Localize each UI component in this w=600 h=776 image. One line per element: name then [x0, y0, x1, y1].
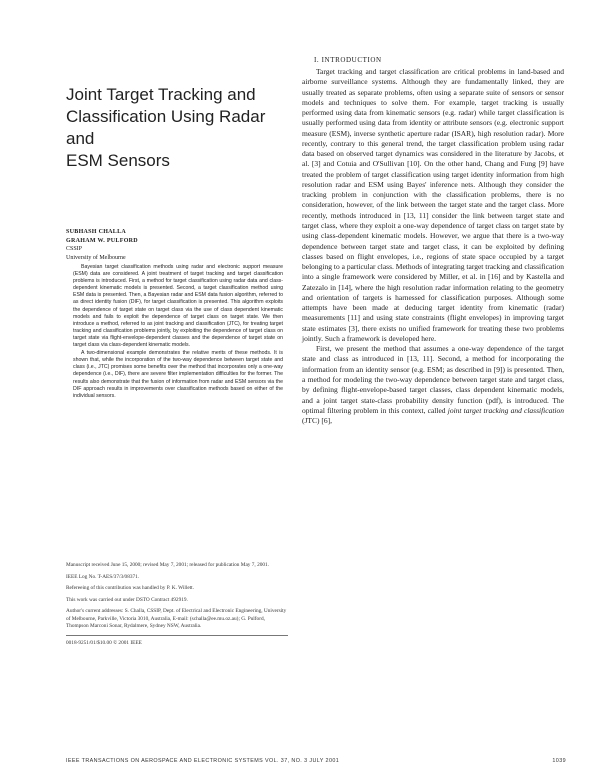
footnote-referee: Refereeing of this contribution was handled by P. K. Willett. [66, 585, 194, 591]
footnotes [66, 562, 288, 651]
author-affiliation: University of Melbourne [66, 254, 126, 261]
title-line: Joint Target Tracking and [66, 85, 256, 104]
introduction-body [302, 67, 564, 426]
footnote-log: IEEE Log No. T-AES/37/3/08371. [66, 573, 140, 580]
journal-name: IEEE TRANSACTIONS ON AEROSPACE AND ELECTRONIC SYSTEMS VOL. 37, NO. 3 JULY 2001 [66, 758, 340, 764]
title-line: Classification Using Radar and [66, 107, 266, 148]
section-heading-introduction: I. INTRODUCTION [314, 56, 382, 64]
intro-paragraph: Target tracking and target classification are critical problems in land-based and airborne surveillance systems. Although they are fundamentally linked, they are usually treated as separate problems, often using a separate suite of sensors or sensor models and techniques to solve them. For example, target tracking is usually performed using data from kinematic sensors (e.g. radar) while target classification is usually performed using data from identity or attribute sensors (e.g. electronic support measure (ESM), inverse synthetic aperture radar (ISAR), high resolution radar). More recently, contrary to this general trend, the target classification problem using radar data based on observed target dynamics was considered in the literature by Jacobs, et al. [3] and Cotuia and O'Sullivan [10]. On the other hand, Chang and Fung [9] have treated the problem of target classification using target identity information from high resolution radar and ESM using Bayes' inference nets. Although they consider the tracking problem in conjunction with the classification problems, there is no consideration, however, of the link between the target state and the target class. More recently, methods introduced in [13, 11] consider the link between target state and target class, where they exploit a one-way dependence of target class on target state by using class-dependent kinematic models. However, we argue that there is a two-way dependence between target state and target class, it can be exploited by defining classes based on flight envelopes, i.e., regions of state space occupied by a target belonging to a particular class. Methods of integrating target tracking and classification into a single framework were considered by Miller, et al. in [16] and by Kastella and Zatezalo in [14], where the high resolution radar information relating to the geometry and orientation of targets is harnessed for classification purposes. Although some attempts have been made at deducing target identity from kinematic (radar) measurements [11] and using state constraints (flight envelopes) in improving target state estimates [3], there exists no unified framework for treating these two problems jointly. Such a framework is developed here. [302, 67, 564, 343]
page-number: 1039 [552, 758, 566, 764]
footnote-contract: This work was carried out under DSTO Contract 492919. [66, 596, 188, 603]
journal-footer [66, 758, 566, 764]
author-name: GRAHAM W. PULFORD [66, 237, 138, 244]
abstract [73, 264, 283, 400]
title-line: ESM Sensors [66, 151, 170, 170]
right-column [302, 56, 564, 426]
jtc-term: joint target tracking and classification [447, 405, 565, 415]
author-name: SUBHASH CHALLA [66, 229, 127, 235]
paper-title [66, 84, 288, 172]
footnote-addresses: Author's current addresses: S. Challa, CSSIP, Dept. of Electrical and Electronic Engineering, University of Melbourne, Parkville, Victoria 3010, Australia, E-mail: (schalla@ee.mu.oz.au); G. Pulford, Thompson Marconi Sonar, Rydalmere, Sydney NSW, Australia. [66, 608, 287, 629]
footnote-manuscript: Manuscript received June 15, 2000; revised May 7, 2001; released for publication May 7, 2001. [66, 562, 269, 568]
author-affiliation: CSSIP [66, 246, 83, 252]
abstract-paragraph: A two-dimensional example demonstrates the relative merits of these methods. It is shown that, while the incorporation of the two-way dependence between target state and class (i.e., JTC) promises some benefits over the method that incorporates only a one-way dependence (i.e., DIF), there are severe filter implementation difficulties for the former. The results also demonstrate that the fusion of information from radar and ESM sensors via the DIF approach results in improvements over classification methods based on either of the individual sensors. [73, 350, 283, 399]
intro-paragraph-text: First, we present the method that assumes a one-way dependence of the target state and class as introduced in [13, 11]. Second, a method for incorporating the information from an identity sensor (e.g. ESM; as described in [9]) is presented. Then, a method for modeling the two-way dependence between target state and target class, by defining flight-envelope-based target classes, class dependent kinematic models, and a joint target state-class probability density function (pdf), is introduced. The optimal filtering problem in this context, called [302, 344, 564, 415]
jtc-term-tail: (JTC) [6], [302, 416, 332, 426]
author-block [66, 228, 288, 262]
footnote-divider [66, 635, 288, 636]
intro-paragraph [302, 344, 564, 426]
left-column [66, 84, 288, 646]
abstract-paragraph: Bayesian target classification methods using radar and electronic support measure (ESM) data are considered. A joint treatment of target tracking and target classification problems is introduced. First, a method for target classification using radar data and class-dependent kinematic models is presented. Second, a target classification method using ESM data is presented. Then, a Bayesian radar and ESM data fusion algorithm, referred to as direct identity fusion (DIF), for target classification is presented. This algorithm exploits the dependence of target state on target class via the use of class dependent kinematic models and fails to exploit the dependence of target class on target state. We then introduce a method, referred to as joint tracking and classification (JTC), for treating target tracking and classification problems jointly, by exploiting the dependence of target class on target state via flight-envelope-dependent classes and the dependence of target state on target class via class-dependent kinematic models. [73, 264, 283, 349]
copyright-line: 0018-9251/01/$10.00 © 2001 IEEE [66, 639, 142, 646]
